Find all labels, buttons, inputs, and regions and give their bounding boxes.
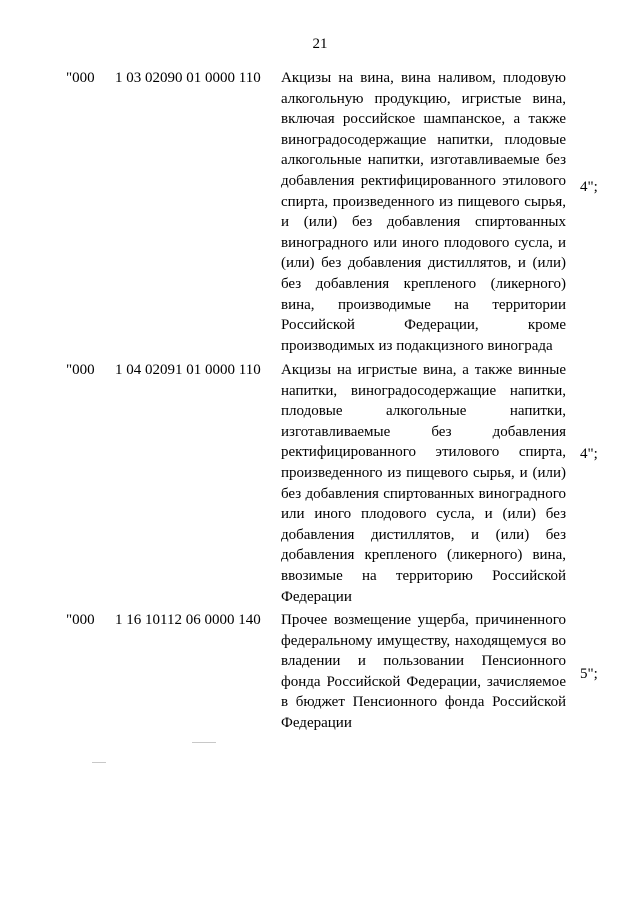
entry-description: Акцизы на игристые вина, а также винные напитки, виноградосодержащие напитки, плодовые алкогольные напитки, изготавливаемые без добавления ректифицированного этилового спирта, произведенного из пищевого сырья, и (или) без добавления спиртованных виноградного или иного плодового сусла, и (или) без добавления дистиллятов, и (или) без добавления крепленого (ликерного) вина, ввозимые на территорию Российской Федерации: [281, 362, 566, 605]
classification-code: 1 03 02090 01 0000 110: [115, 70, 261, 86]
entry-value: 4";: [580, 446, 598, 462]
entry-value: 4";: [580, 179, 598, 195]
classification-code: 1 04 02091 01 0000 110: [115, 362, 261, 378]
page-number: 21: [312, 36, 328, 52]
entry-description: Прочее возмещение ущерба, причиненного федеральному имуществу, находящемуся во владении и пользовании Пенсионного фонда Российской Федерации, зачисляемое в бюджет Пенсионного фонда Российской Федерации: [281, 612, 566, 731]
scan-artifact-line: [92, 762, 106, 763]
entry-open-quote: "000: [66, 70, 95, 86]
scan-artifact-line: [192, 742, 216, 743]
entry-open-quote: "000: [66, 612, 95, 628]
entry-description: Акцизы на вина, вина наливом, плодовую алкогольную продукцию, игристые вина, включая российское шампанское, а также виноградосодержащие напитки, плодовые алкогольные напитки, изготавливаемые без добавления ректифицированного этилового спирта, произведенного из пищевого сырья, и (или) без добавления спиртованных виноградного или иного плодового сусла, и (или) без добавления дистиллятов, и (или) без добавления крепленого (ликерного) вина, производимые на территории Российской Федерации, кроме производимых из подакцизного винограда: [281, 70, 566, 354]
entry-value: 5";: [580, 666, 598, 682]
entry-open-quote: "000: [66, 362, 95, 378]
classification-code: 1 16 10112 06 0000 140: [115, 612, 261, 628]
